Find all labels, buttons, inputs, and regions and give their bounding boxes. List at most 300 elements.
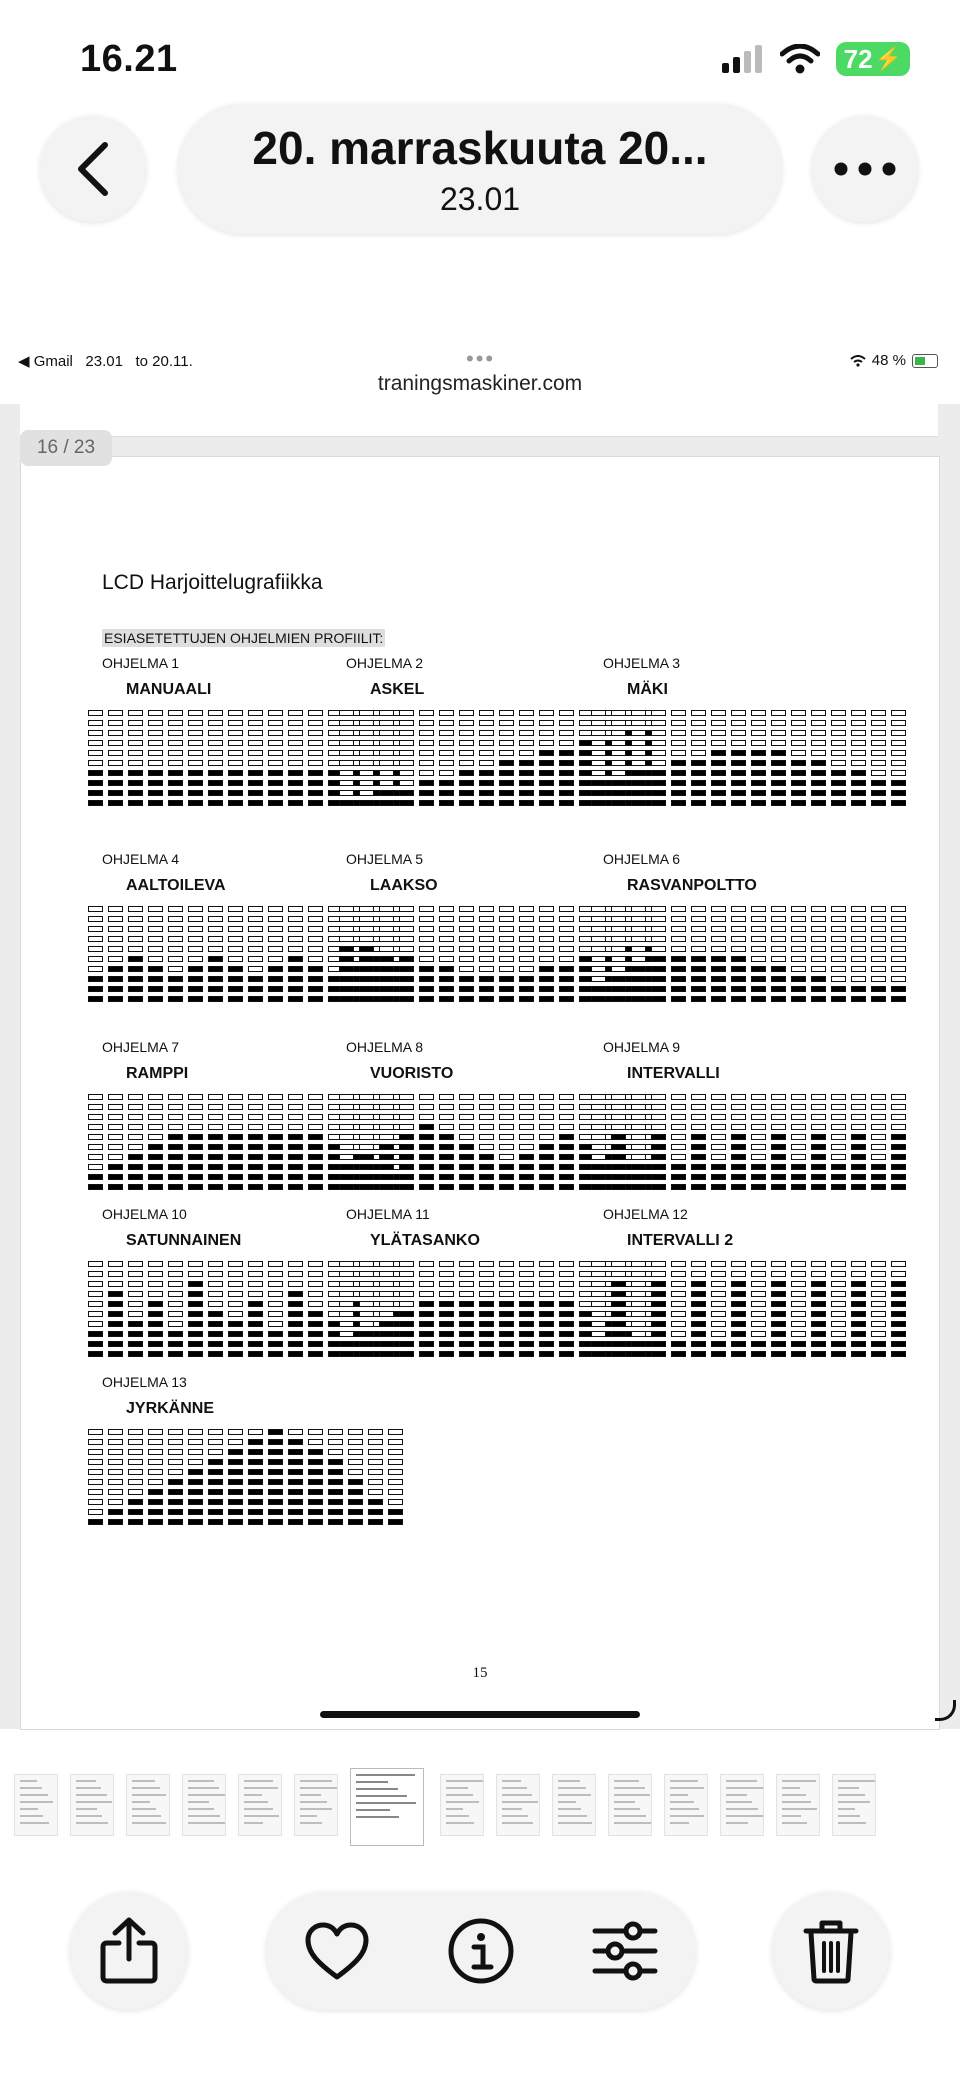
profile-cell (208, 1261, 223, 1267)
profile-cell (339, 770, 354, 776)
profile-cell (479, 740, 494, 746)
profile-cell (671, 1281, 686, 1287)
profile-cell (148, 1479, 163, 1485)
profile-cell (499, 1094, 514, 1100)
profile-cell (751, 986, 766, 992)
profile-cell (831, 800, 846, 806)
profile-cell (831, 780, 846, 786)
profile-cell (791, 996, 806, 1002)
profile-cell (228, 1144, 243, 1150)
profile-cell (399, 966, 414, 972)
profile-cell (148, 1281, 163, 1287)
profile-cell (591, 800, 606, 806)
profile-cell (419, 1124, 434, 1130)
delete-button[interactable] (772, 1892, 890, 2010)
profile-cell (168, 1134, 183, 1140)
profile-cell (499, 926, 514, 932)
profile-cell (308, 1104, 323, 1110)
profile-cell (248, 926, 263, 932)
profile-cell (731, 1134, 746, 1140)
profile-cell (731, 1281, 746, 1287)
profile-cell (399, 936, 414, 942)
profile-cell (499, 790, 514, 796)
profile-cell (591, 1094, 606, 1100)
profile-cell (499, 1301, 514, 1307)
profile-cell (419, 770, 434, 776)
profile-cell (891, 956, 906, 962)
profile-cell (248, 996, 263, 1002)
profile-cell (379, 1094, 394, 1100)
profile-cell (439, 740, 454, 746)
profile-cell (731, 710, 746, 716)
profile-cell (811, 976, 826, 982)
profile-cell (339, 1104, 354, 1110)
profile-column (288, 1261, 303, 1357)
profile-column (519, 710, 534, 806)
thumbnail[interactable] (70, 1774, 114, 1836)
profile-cell (479, 946, 494, 952)
program-label: OHJELMA 8 (346, 1039, 424, 1055)
profile-cell (268, 710, 283, 716)
profile-column (88, 906, 103, 1002)
profile-cell (88, 1479, 103, 1485)
back-button[interactable] (40, 116, 146, 222)
profile-cell (208, 800, 223, 806)
profile-cell (871, 1271, 886, 1277)
profile-cell (519, 1341, 534, 1347)
profile-cell (208, 1331, 223, 1337)
profile-cell (188, 760, 203, 766)
profile-cell (519, 1281, 534, 1287)
thumbnail[interactable] (14, 1774, 58, 1836)
profile-cell (791, 976, 806, 982)
profile-cell (148, 800, 163, 806)
profile-cell (308, 1499, 323, 1505)
profile-column (871, 906, 886, 1002)
profile-cell (631, 1281, 646, 1287)
profile-cell (379, 1281, 394, 1287)
profile-cell (208, 1499, 223, 1505)
profile-cell (88, 710, 103, 716)
profile-cell (359, 1124, 374, 1130)
profile-cell (419, 1301, 434, 1307)
adjust-button[interactable] (576, 1902, 674, 2000)
program-profile-chart (591, 710, 906, 806)
profile-cell (228, 1281, 243, 1287)
profile-cell (671, 1301, 686, 1307)
profile-cell (359, 1341, 374, 1347)
profile-cell (439, 1311, 454, 1317)
profile-column (851, 906, 866, 1002)
profile-cell (419, 1134, 434, 1140)
thumbnail[interactable] (552, 1774, 596, 1836)
profile-cell (208, 1301, 223, 1307)
program-label: OHJELMA 1 (102, 655, 180, 671)
profile-cell (188, 1104, 203, 1110)
profile-cell (499, 1104, 514, 1110)
profile-cell (308, 1351, 323, 1357)
profile-cell (148, 906, 163, 912)
profile-cell (559, 946, 574, 952)
profile-cell (168, 1174, 183, 1180)
profile-column (631, 1261, 646, 1357)
profile-column (248, 710, 263, 806)
thumbnail-strip[interactable] (0, 1768, 960, 1846)
profile-cell (168, 1164, 183, 1170)
profile-cell (459, 1331, 474, 1337)
profile-cell (248, 1174, 263, 1180)
profile-cell (691, 1134, 706, 1140)
profile-cell (671, 1104, 686, 1110)
profile-cell (88, 916, 103, 922)
thumbnail[interactable] (440, 1774, 484, 1836)
profile-cell (851, 1094, 866, 1100)
thumbnail[interactable] (608, 1774, 652, 1836)
profile-cell (419, 740, 434, 746)
profile-cell (479, 1271, 494, 1277)
profile-cell (731, 770, 746, 776)
profile-cell (339, 730, 354, 736)
profile-cell (751, 760, 766, 766)
profile-cell (208, 1519, 223, 1525)
profile-cell (399, 986, 414, 992)
profile-cell (439, 906, 454, 912)
profile-cell (379, 1164, 394, 1170)
profile-cell (791, 1134, 806, 1140)
profile-cell (631, 1144, 646, 1150)
profile-cell (148, 1429, 163, 1435)
profile-cell (88, 946, 103, 952)
profile-cell (831, 946, 846, 952)
profile-cell (459, 966, 474, 972)
profile-cell (591, 1104, 606, 1110)
profile-cell (459, 1301, 474, 1307)
profile-cell (771, 1174, 786, 1180)
profile-cell (871, 750, 886, 756)
profile-cell (691, 1311, 706, 1317)
profile-cell (691, 1104, 706, 1110)
profile-cell (248, 906, 263, 912)
share-button[interactable] (70, 1892, 188, 2010)
profile-cell (188, 1499, 203, 1505)
profile-cell (228, 1301, 243, 1307)
profile-cell (228, 976, 243, 982)
profile-cell (188, 976, 203, 982)
profile-cell (248, 1114, 263, 1120)
program-profile-chart (591, 1261, 906, 1357)
profile-cell (651, 1124, 666, 1130)
profile-cell (891, 1134, 906, 1140)
profile-cell (339, 996, 354, 1002)
more-button[interactable] (812, 116, 918, 222)
profile-cell (399, 1134, 414, 1140)
profile-cell (459, 720, 474, 726)
profile-cell (228, 780, 243, 786)
profile-cell (519, 996, 534, 1002)
profile-cell (108, 1094, 123, 1100)
profile-cell (308, 956, 323, 962)
info-button[interactable] (432, 1902, 530, 2000)
profile-cell (228, 996, 243, 1002)
profile-cell (671, 926, 686, 932)
profile-cell (751, 1104, 766, 1110)
profile-cell (851, 780, 866, 786)
profile-cell (751, 1281, 766, 1287)
thumbnail[interactable] (832, 1774, 876, 1836)
profile-cell (811, 790, 826, 796)
profile-cell (591, 1144, 606, 1150)
profile-cell (691, 1271, 706, 1277)
profile-cell (108, 946, 123, 952)
profile-cell (851, 1114, 866, 1120)
profile-column (871, 1261, 886, 1357)
profile-cell (368, 1519, 383, 1525)
profile-cell (188, 996, 203, 1002)
profile-cell (399, 1164, 414, 1170)
profile-cell (671, 1311, 686, 1317)
profile-cell (228, 740, 243, 746)
profile-cell (871, 966, 886, 972)
profile-cell (108, 730, 123, 736)
profile-cell (751, 730, 766, 736)
profile-cell (711, 946, 726, 952)
profile-cell (339, 1154, 354, 1160)
profile-cell (831, 1271, 846, 1277)
profile-column (188, 906, 203, 1002)
photo-title-pill[interactable] (178, 104, 782, 234)
profile-cell (208, 1341, 223, 1347)
profile-cell (559, 906, 574, 912)
profile-cell (731, 916, 746, 922)
profile-cell (611, 1174, 626, 1180)
profile-cell (711, 956, 726, 962)
profile-cell (228, 986, 243, 992)
profile-cell (651, 946, 666, 952)
profile-cell (671, 760, 686, 766)
profile-cell (811, 1301, 826, 1307)
profile-cell (439, 1261, 454, 1267)
profile-cell (499, 956, 514, 962)
thumbnail[interactable] (294, 1774, 338, 1836)
thumbnail[interactable] (182, 1774, 226, 1836)
profile-cell (691, 1094, 706, 1100)
profile-cell (731, 760, 746, 766)
profile-column (871, 710, 886, 806)
profile-cell (891, 1144, 906, 1150)
embedded-dots-icon: ••• (466, 346, 496, 371)
profile-cell (559, 926, 574, 932)
profile-cell (651, 780, 666, 786)
profile-cell (851, 760, 866, 766)
profile-cell (168, 916, 183, 922)
profile-cell (851, 1124, 866, 1130)
profile-cell (108, 1489, 123, 1495)
profile-cell (399, 1351, 414, 1357)
profile-cell (128, 1144, 143, 1150)
profile-cell (339, 906, 354, 912)
program-name: LAAKSO (370, 877, 438, 894)
profile-cell (168, 946, 183, 952)
profile-cell (128, 1301, 143, 1307)
profile-cell (459, 976, 474, 982)
profile-cell (651, 710, 666, 716)
profile-cell (751, 770, 766, 776)
profile-cell (751, 976, 766, 982)
profile-cell (811, 800, 826, 806)
profile-cell (539, 976, 554, 982)
profile-cell (108, 1134, 123, 1140)
profile-cell (711, 1351, 726, 1357)
profile-cell (148, 1499, 163, 1505)
profile-cell (88, 750, 103, 756)
profile-cell (208, 1114, 223, 1120)
profile-cell (188, 1124, 203, 1130)
profile-cell (519, 1184, 534, 1190)
profile-cell (248, 986, 263, 992)
profile-cell (128, 1094, 143, 1100)
profile-cell (208, 790, 223, 796)
profile-column (128, 1261, 143, 1357)
profile-cell (339, 720, 354, 726)
profile-cell (731, 1321, 746, 1327)
profile-cell (559, 770, 574, 776)
profile-cell (148, 780, 163, 786)
profile-cell (88, 1261, 103, 1267)
profile-column (268, 1261, 283, 1357)
profile-cell (88, 956, 103, 962)
thumbnail[interactable] (720, 1774, 764, 1836)
profile-cell (711, 740, 726, 746)
profile-cell (459, 1124, 474, 1130)
profile-cell (591, 1164, 606, 1170)
thumbnail[interactable] (496, 1774, 540, 1836)
profile-cell (419, 1174, 434, 1180)
profile-cell (591, 1351, 606, 1357)
profile-cell (168, 1351, 183, 1357)
profile-cell (308, 790, 323, 796)
profile-cell (128, 1134, 143, 1140)
profile-cell (891, 1311, 906, 1317)
profile-cell (288, 1114, 303, 1120)
profile-cell (499, 1164, 514, 1170)
profile-cell (288, 1154, 303, 1160)
profile-cell (208, 1321, 223, 1327)
thumbnail[interactable] (238, 1774, 282, 1836)
thumbnail[interactable] (664, 1774, 708, 1836)
profile-cell (539, 1134, 554, 1140)
profile-cell (731, 1341, 746, 1347)
profile-cell (108, 800, 123, 806)
profile-cell (519, 936, 534, 942)
profile-cell (339, 790, 354, 796)
profile-cell (188, 1519, 203, 1525)
profile-cell (228, 1499, 243, 1505)
profile-cell (891, 906, 906, 912)
profile-cell (328, 1459, 343, 1465)
profile-cell (308, 740, 323, 746)
program-name: VUORISTO (370, 1065, 454, 1082)
profile-cell (188, 1469, 203, 1475)
favorite-button[interactable] (288, 1902, 386, 2000)
profile-cell (188, 956, 203, 962)
profile-cell (851, 1154, 866, 1160)
program-name: MANUAALI (126, 681, 212, 698)
profile-column (831, 1094, 846, 1190)
profile-cell (771, 986, 786, 992)
profile-cell (108, 966, 123, 972)
profile-cell (128, 780, 143, 786)
profile-cell (359, 760, 374, 766)
profile-cell (459, 740, 474, 746)
profile-cell (268, 906, 283, 912)
program-name: YLÄTASANKO (370, 1232, 480, 1249)
profile-cell (368, 1479, 383, 1485)
profile-cell (631, 1261, 646, 1267)
profile-cell (791, 916, 806, 922)
profile-cell (288, 1341, 303, 1347)
profile-column (128, 710, 143, 806)
profile-cell (831, 1104, 846, 1110)
profile-column (751, 1094, 766, 1190)
profile-cell (539, 1104, 554, 1110)
profile-cell (439, 710, 454, 716)
profile-cell (328, 1509, 343, 1515)
profile-cell (419, 1164, 434, 1170)
profile-cell (328, 1449, 343, 1455)
profile-cell (539, 1094, 554, 1100)
profile-cell (591, 976, 606, 982)
profile-cell (731, 740, 746, 746)
profile-cell (691, 1184, 706, 1190)
profile-cell (811, 1114, 826, 1120)
profile-cell (631, 916, 646, 922)
profile-cell (751, 1184, 766, 1190)
profile-cell (751, 1291, 766, 1297)
profile-cell (631, 966, 646, 972)
profile-cell (288, 790, 303, 796)
profile-cell (711, 916, 726, 922)
profile-cell (359, 780, 374, 786)
profile-cell (559, 916, 574, 922)
profile-cell (751, 720, 766, 726)
profile-cell (479, 770, 494, 776)
program-name: AALTOILEVA (126, 877, 226, 894)
profile-cell (288, 1331, 303, 1337)
profile-cell (751, 966, 766, 972)
profile-cell (671, 1164, 686, 1170)
profile-column (539, 1094, 554, 1190)
profile-cell (148, 1509, 163, 1515)
thumbnail[interactable] (776, 1774, 820, 1836)
profile-cell (268, 1164, 283, 1170)
profile-cell (439, 956, 454, 962)
profile-cell (831, 906, 846, 912)
profile-cell (711, 1174, 726, 1180)
thumbnail-active[interactable] (350, 1768, 424, 1846)
profile-cell (459, 1351, 474, 1357)
profile-cell (831, 710, 846, 716)
profile-cell (651, 906, 666, 912)
profile-cell (108, 770, 123, 776)
profile-cell (168, 1479, 183, 1485)
profile-cell (108, 1104, 123, 1110)
thumbnail[interactable] (126, 1774, 170, 1836)
profile-column (459, 1261, 474, 1357)
profile-cell (379, 760, 394, 766)
profile-column (459, 906, 474, 1002)
profile-cell (248, 770, 263, 776)
profile-cell (499, 730, 514, 736)
